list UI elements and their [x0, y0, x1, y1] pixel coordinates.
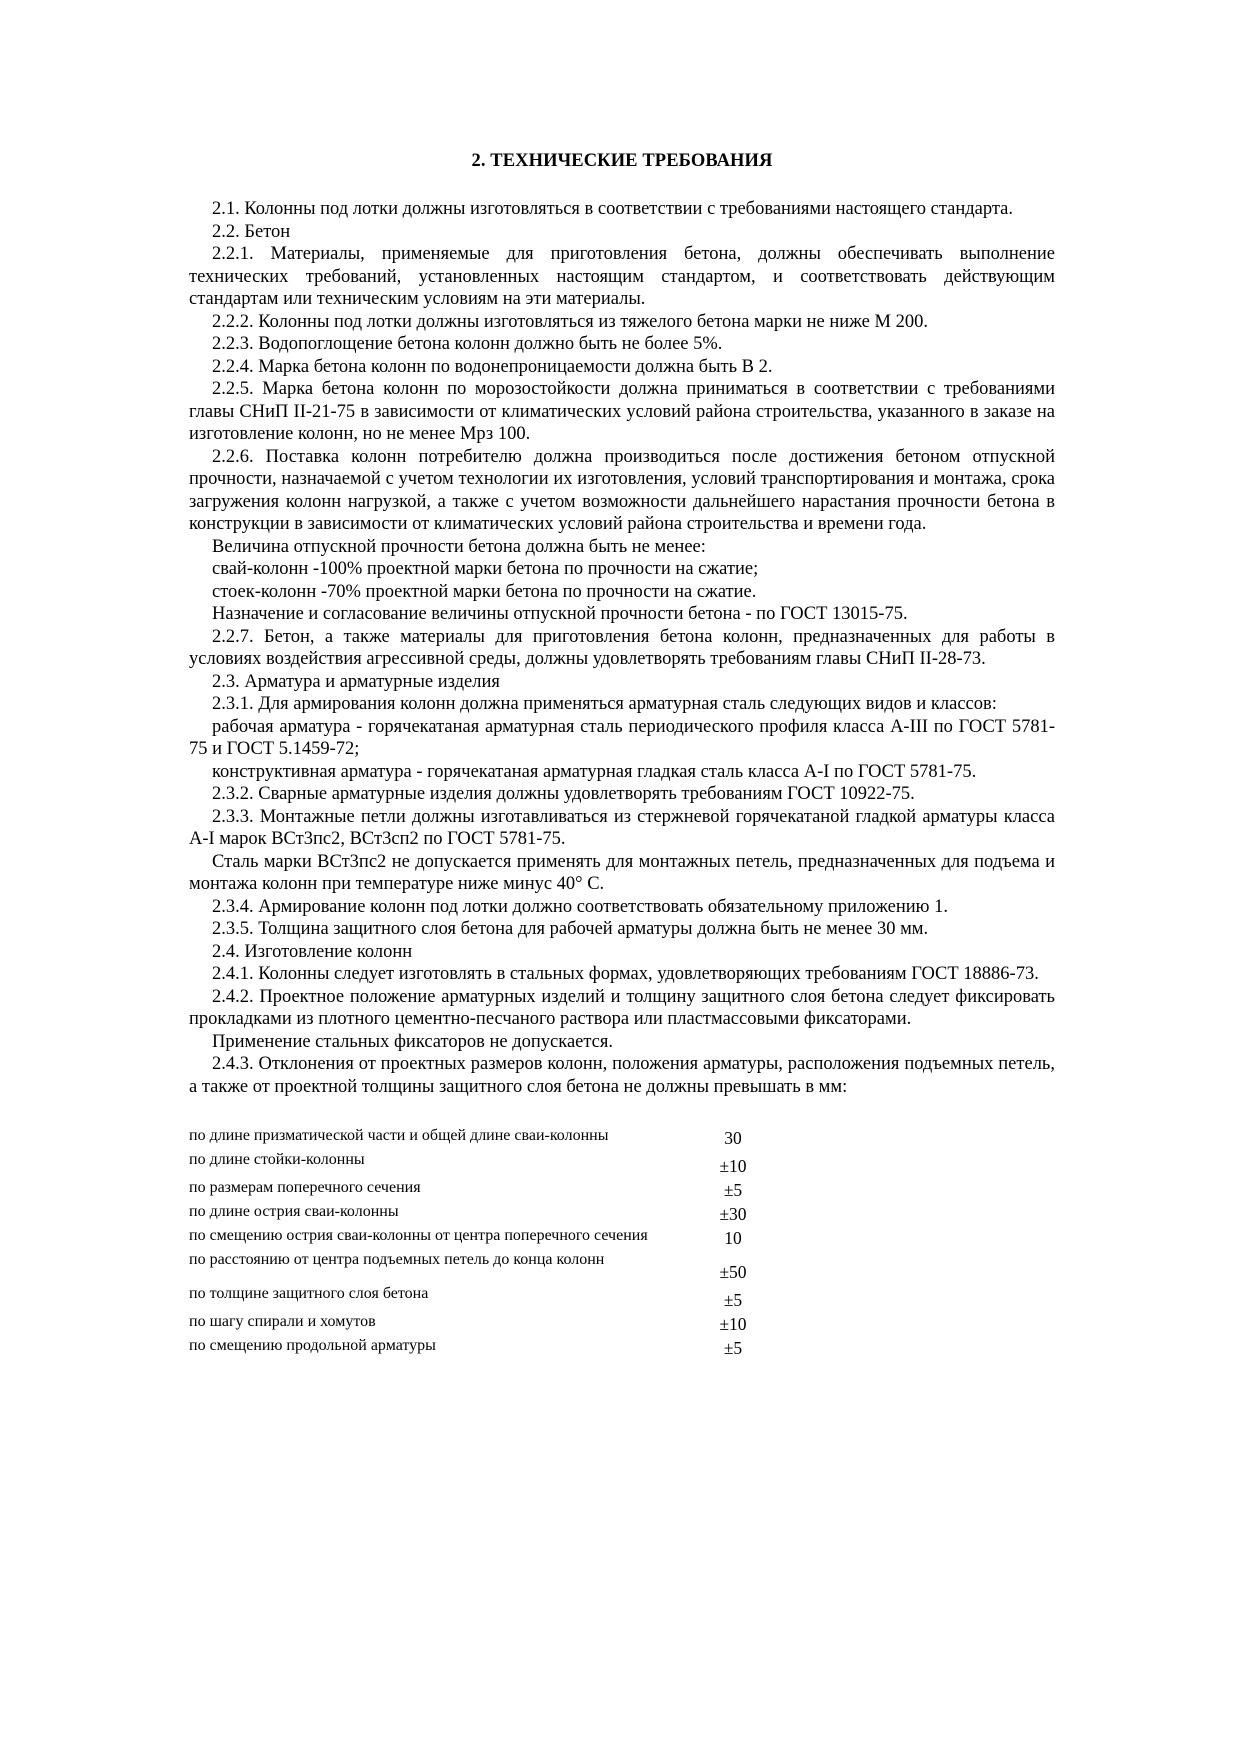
- document-body: [189, 198, 1055, 1098]
- paragraph: 2.2.6. Поставка колонн потребителю должна производиться после достижения бетоном отпускной прочности, назначаемой с учетом технологии их изготовления, условий транспортирования и монтажа, срока загружения колонн нагрузкой, а также с учетом возможности дальнейшего нарастания прочности бетона в конструкции в зависимости от климатических условий района строительства и времени года.: [189, 446, 1055, 534]
- paragraph: 2.4. Изготовление колонн: [212, 941, 413, 962]
- table-row: [189, 1336, 1055, 1358]
- tolerance-value: 30: [724, 1128, 742, 1148]
- table-row: [189, 1202, 1055, 1224]
- tolerance-label: по толщине защитного слоя бетона: [189, 1285, 429, 1302]
- table-row: [189, 1312, 1055, 1334]
- paragraph: 2.3.4. Армирование колонн под лотки должно соответствовать обязательному приложению 1.: [212, 896, 948, 917]
- tolerance-label: по длине стойки-колонны: [189, 1151, 365, 1168]
- table-row: [189, 1126, 1055, 1148]
- tolerance-label: по расстоянию от центра подъемных петель до конца колонн: [189, 1251, 605, 1268]
- paragraph: 2.1. Колонны под лотки должны изготовляться в соответствии с требованиями настоящего стандарта.: [212, 199, 1014, 219]
- paragraph: 2.4.1. Колонны следует изготовлять в стальных формах, удовлетворяющих требованиям ГОСТ 18886-73.: [212, 964, 1039, 984]
- tolerance-value: ±10: [719, 1314, 747, 1334]
- tolerance-value: ±5: [723, 1180, 743, 1200]
- paragraph: 2.3.1. Для армирования колонн должна применяться арматурная сталь следующих видов и классов:: [212, 694, 997, 714]
- tolerance-label: по длине острия сваи-колонны: [189, 1203, 399, 1220]
- paragraph: 2.3.5. Толщина защитного слоя бетона для рабочей арматуры должна быть не менее 30 мм.: [212, 919, 929, 939]
- paragraph: 2.3. Арматура и арматурные изделия: [212, 671, 500, 692]
- paragraph: 2.4.3. Отклонения от проектных размеров колонн, положения арматуры, расположения подъемных петель, а также от проектной толщины защитного слоя бетона не должны превышать в мм:: [189, 1054, 1055, 1097]
- tolerance-label: по смещению продольной арматуры: [189, 1337, 436, 1354]
- document-page: [189, 148, 1055, 1360]
- table-row: [189, 1226, 1055, 1248]
- paragraph: 2.2.3. Водопоглощение бетона колонн должно быть не более 5%.: [212, 334, 723, 354]
- tolerance-label: по длине призматической части и общей длине сваи-колонны: [189, 1127, 609, 1144]
- paragraph: 2.2.7. Бетон, а также материалы для приготовления бетона колонн, предназначенных для работы в условиях воздействия агрессивной среды, должны удовлетворять требованиям главы СНиП II-28-73.: [189, 626, 1055, 669]
- paragraph: 2.2.4. Марка бетона колонн по водонепроницаемости должна быть В 2.: [212, 356, 773, 377]
- tolerance-value: ±10: [719, 1156, 747, 1176]
- paragraph: свай-колонн -100% проектной марки бетона по прочности на сжатие;: [212, 559, 759, 579]
- paragraph: Сталь марки ВСт3пс2 не допускается применять для монтажных петель, предназначенных для подъема и монтажа колонн при температуре ниже минус 40° С.: [189, 851, 1055, 894]
- tolerance-label: по смещению острия сваи-колонны от центра поперечного сечения: [189, 1227, 648, 1244]
- tolerance-label: по шагу спирали и хомутов: [189, 1313, 376, 1330]
- tolerance-table: [189, 1126, 1055, 1358]
- table-row: [189, 1284, 1055, 1310]
- tolerance-value: ±5: [723, 1290, 743, 1310]
- paragraph: 2.3.3. Монтажные петли должны изготавливаться из стержневой горячекатаной гладкой арматуры класса А-I марок ВСт3пс2, ВСт3сп2 по ГОСТ 5781-75.: [189, 806, 1055, 849]
- paragraph: 2.2.5. Марка бетона колонн по морозостойкости должна приниматься в соответствии с требованиями главы СНиП II-21-75 в зависимости от климатических условий района строительства, указанного в заказе на изготовление колонн, но не менее Мрз 100.: [189, 379, 1055, 444]
- tolerance-value: ±50: [719, 1262, 747, 1282]
- paragraph: Назначение и согласование величины отпускной прочности бетона - по ГОСТ 13015-75.: [212, 604, 908, 624]
- paragraph: 2.3.2. Сварные арматурные изделия должны удовлетворять требованиям ГОСТ 10922-75.: [212, 784, 915, 804]
- paragraph: 2.2.1. Материалы, применяемые для приготовления бетона, должны обеспечивать выполнение технических требований, установленных настоящим стандартом, и соответствовать действующим стандартам или техническим условиям на эти материалы.: [189, 244, 1055, 309]
- tolerance-value: ±5: [723, 1338, 743, 1358]
- paragraph: Применение стальных фиксаторов не допускается.: [212, 1031, 614, 1052]
- paragraph: 2.2.2. Колонны под лотки должны изготовляться из тяжелого бетона марки не ниже М 200.: [212, 311, 928, 332]
- paragraph: 2.2. Бетон: [212, 221, 291, 242]
- paragraph: стоек-колонн -70% проектной марки бетона по прочности на сжатие.: [212, 581, 757, 602]
- tolerance-label: по размерам поперечного сечения: [189, 1179, 421, 1196]
- table-row: [189, 1150, 1055, 1176]
- table-row: [189, 1178, 1055, 1200]
- section-title: 2. ТЕХНИЧЕСКИЕ ТРЕБОВАНИЯ: [471, 151, 773, 171]
- paragraph: Величина отпускной прочности бетона должна быть не менее:: [212, 536, 706, 557]
- paragraph: конструктивная арматура - горячекатаная арматурная гладкая сталь класса А-I по ГОСТ 5781-75.: [212, 761, 977, 782]
- table-row: [189, 1250, 1055, 1282]
- tolerance-value: ±30: [719, 1204, 747, 1224]
- paragraph: рабочая арматура - горячекатаная арматурная сталь периодического профиля класса А-III по ГОСТ 5781-75 и ГОСТ 5.1459-72;: [189, 716, 1055, 759]
- paragraph: 2.4.2. Проектное положение арматурных изделий и толщину защитного слоя бетона следует фиксировать прокладками из плотного цементно-песчаного раствора или пластмассовыми фиксаторами.: [189, 986, 1055, 1029]
- tolerance-value: 10: [724, 1228, 742, 1248]
